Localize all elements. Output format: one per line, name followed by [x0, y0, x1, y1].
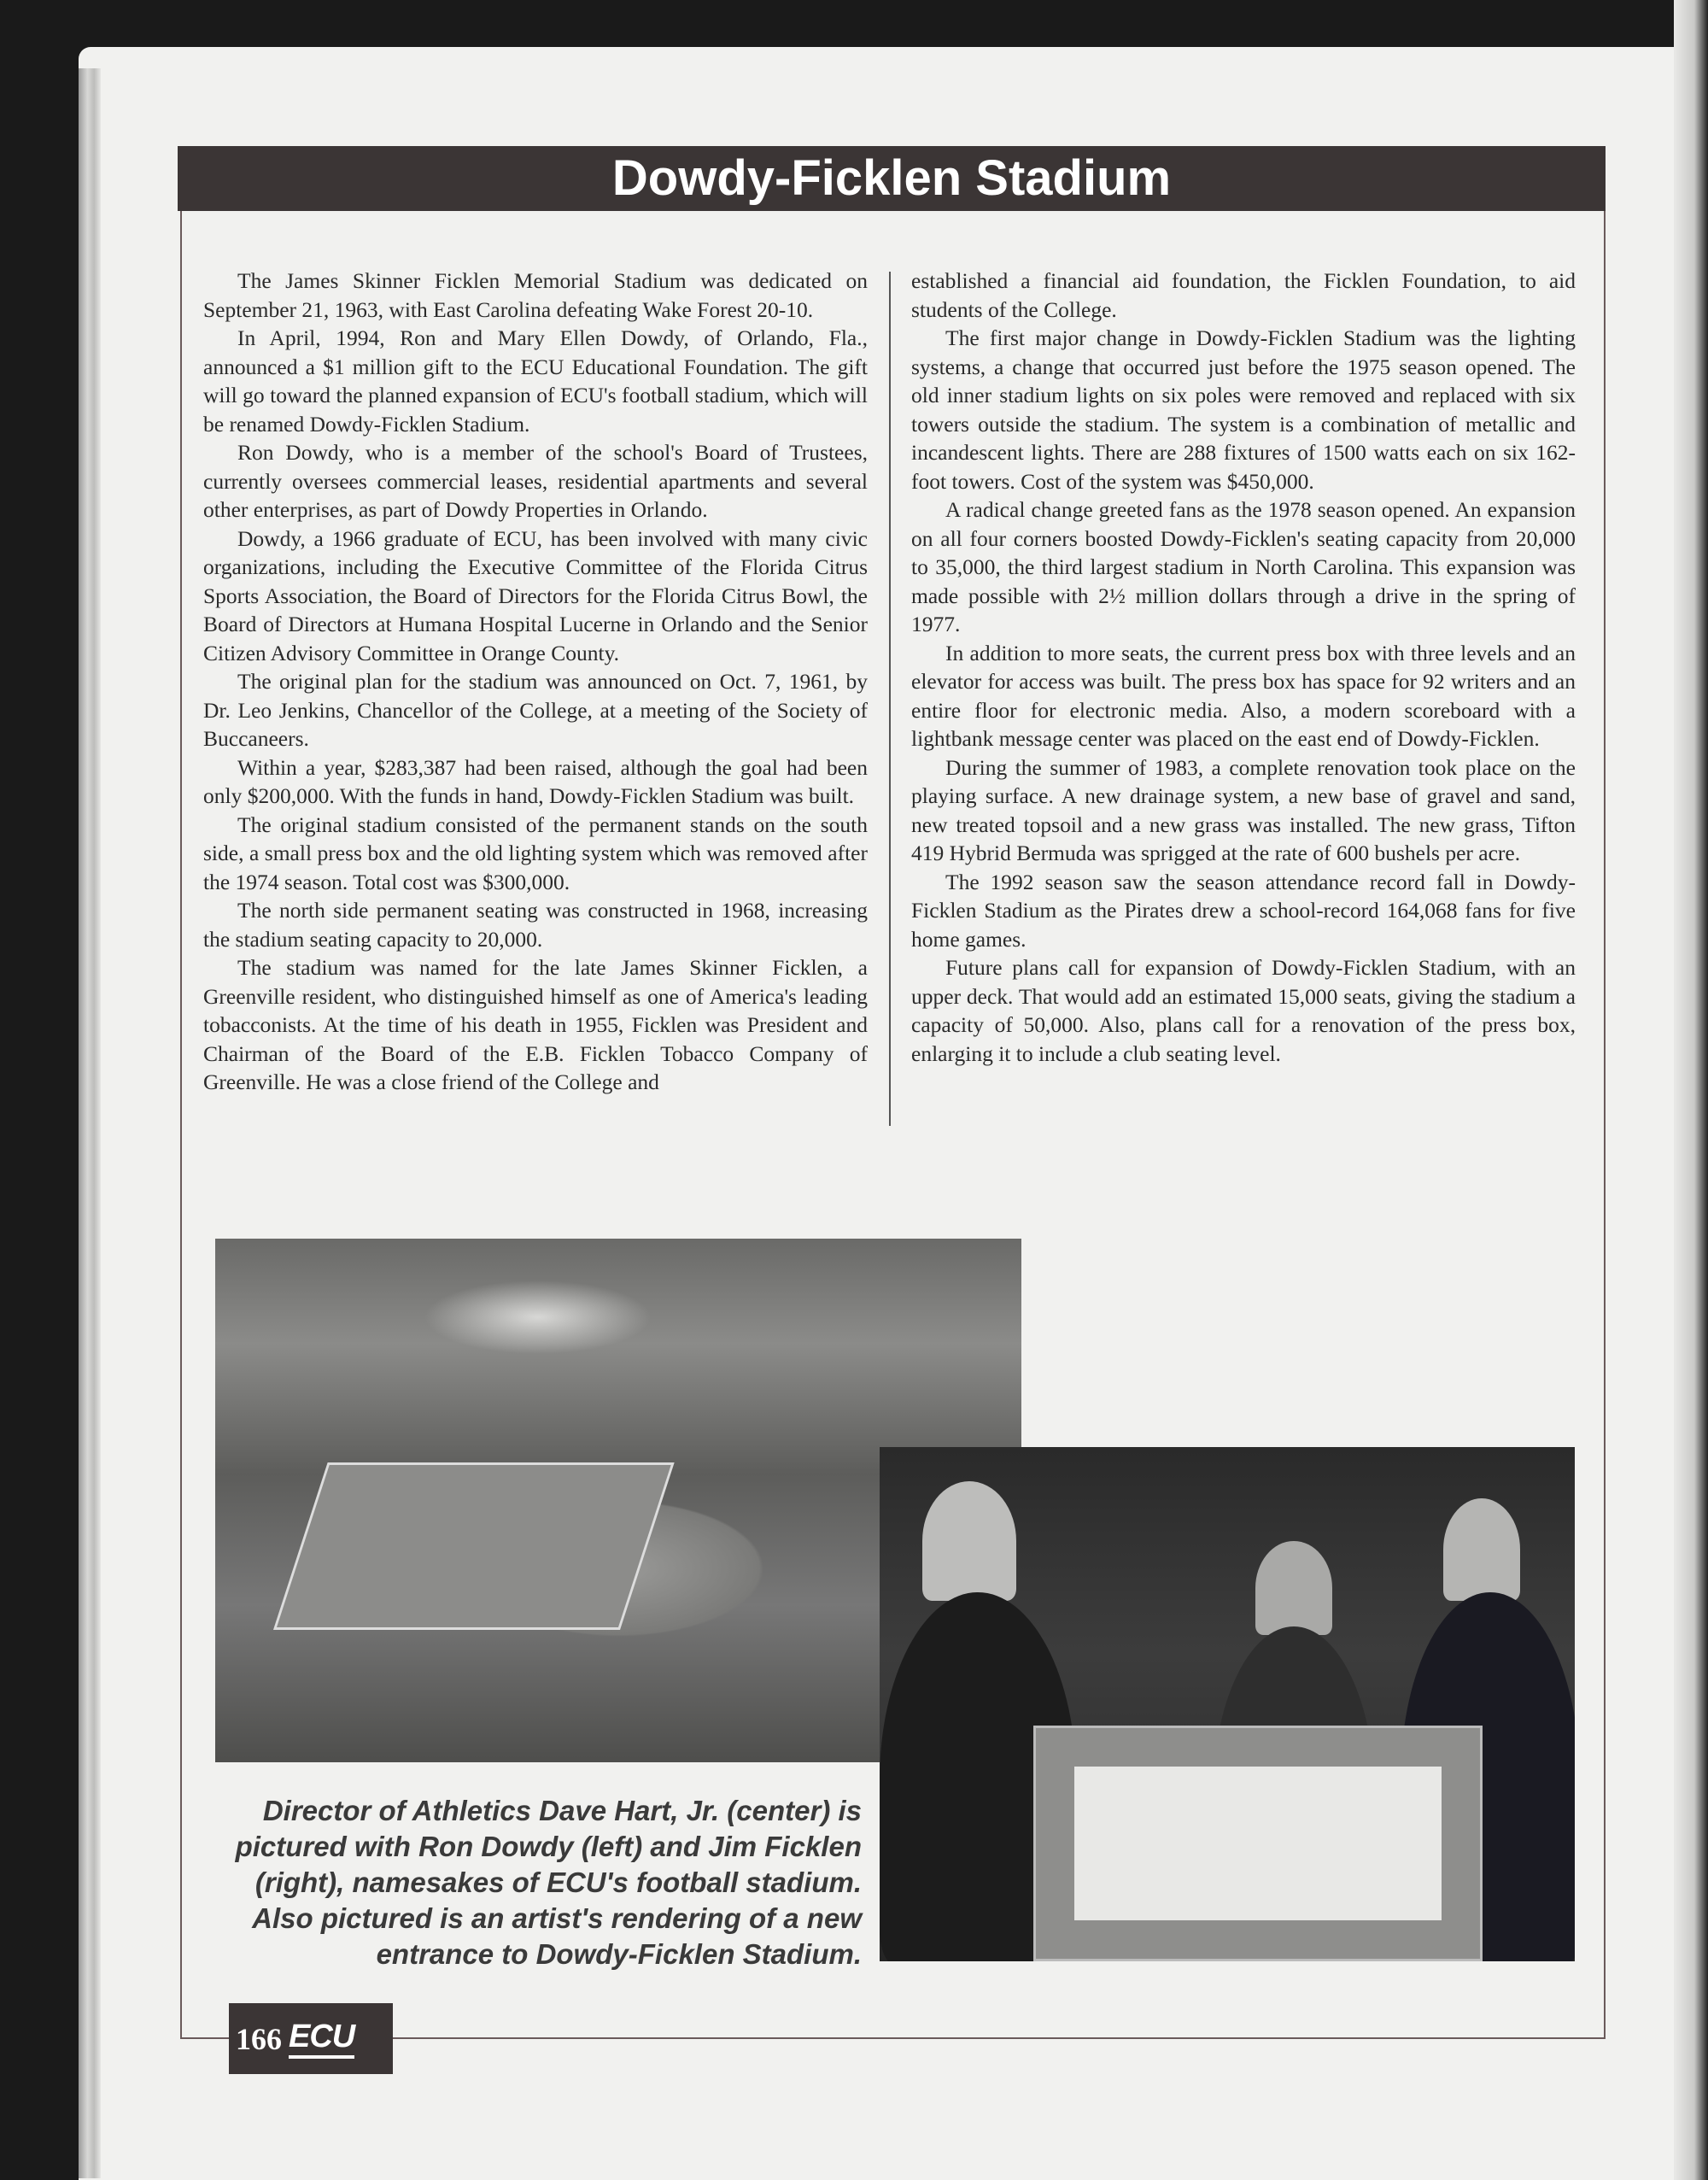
- paragraph: The James Skinner Ficklen Memorial Stadium was dedicated on September 21, 1963, with East Carolina defeating Wake Forest 20-10.: [203, 268, 868, 322]
- paragraph: Dowdy, a 1966 graduate of ECU, has been involved with many civic organizations, including the Executive Committee of the Florida Citrus Sports Association, the Board of Directors for the Florida Citrus Bowl, the Board of Directors at Humana Hospital Lucerne in Orlando and the Senior Citizen Advisory Committee in Orange County.: [203, 525, 868, 665]
- page-title: Dowdy-Ficklen Stadium: [178, 146, 1606, 211]
- paragraph: Within a year, $283,387 had been raised, although the goal had been only $200,000. With the funds in hand, Dowdy-Ficklen Stadium was built.: [203, 754, 868, 808]
- artist-rendering: [1033, 1726, 1483, 1961]
- ecu-logo: ECU: [289, 2019, 354, 2059]
- paragraph: The first major change in Dowdy-Ficklen Stadium was the lighting systems, a change that occurred just before the 1975 season opened. The old inner stadium lights on six poles were removed and replaced with six towers outside the stadium. The system is a combination of metallic and incandescent lights. There are 288 fixtures of 1500 watts each on six 162-foot towers. Cost of the system was $450,000.: [911, 325, 1576, 494]
- paragraph: During the summer of 1983, a complete renovation took place on the playing surface. A new drainage system, a new base of gravel and sand, new treated topsoil and a new grass was installed. The new grass, Tifton 419 Hybrid Bermuda was sprigged at the rate of 600 bushels per acre.: [911, 754, 1576, 865]
- paragraph: The original stadium consisted of the permanent stands on the south side, a small press box and the old lighting system which was removed after the 1974 season. Total cost was $300,000.: [203, 812, 868, 894]
- paragraph: In addition to more seats, the current press box with three levels and an elevator for access was built. The press box has space for 92 writers and an entire floor for electronic media. Also, a modern scoreboard with a lightbank message center was placed on the east end of Dowdy-Ficklen.: [911, 640, 1576, 751]
- paragraph: The stadium was named for the late James Skinner Ficklen, a Greenville resident, who distinguished himself as one of America's leading tobacconists. At the time of his death in 1955, Ficklen was President and Chairman of the Board of the E.B. Ficklen Tobacco Company of Greenville. He was a close friend of the College and: [203, 955, 868, 1094]
- paragraph: In April, 1994, Ron and Mary Ellen Dowdy, of Orlando, Fla., announced a $1 million gift to the ECU Educational Foundation. The gift will go toward the planned expansion of ECU's football stadium, which will be renamed Dowdy-Ficklen Stadium.: [203, 325, 868, 437]
- paragraph: The north side permanent seating was constructed in 1968, increasing the stadium seating capacity to 20,000.: [203, 898, 868, 952]
- paragraph: Ron Dowdy, who is a member of the school's Board of Trustees, currently oversees commercial leases, residential apartments and several other enterprises, as part of Dowdy Properties in Orlando.: [203, 440, 868, 522]
- photo-caption: Director of Athletics Dave Hart, Jr. (center) is pictured with Ron Dowdy (left) and Jim Ficklen (right), namesakes of ECU's football stadium. Also pictured is an artist's rendering of a new entrance to Dowdy-Ficklen Stadium.: [235, 1795, 862, 1970]
- paragraph: Future plans call for expansion of Dowdy-Ficklen Stadium, with an upper deck. That would add an estimated 15,000 seats, giving the stadium a capacity of 50,000. Also, plans call for a renovation of the press box, enlarging it to include a club seating level.: [911, 955, 1576, 1066]
- book-spine: [1674, 0, 1708, 2180]
- right-column: [911, 267, 1576, 1068]
- column-divider: [889, 272, 891, 1126]
- page-number: 166: [236, 2021, 282, 2056]
- paragraph: A radical change greeted fans as the 1978 season opened. An expansion on all four corners boosted Dowdy-Ficklen's seating capacity from 20,000 to 35,000, the third largest stadium in North Carolina. This expansion was made possible with 2½ million dollars through a drive in the spring of 1977.: [911, 497, 1576, 636]
- paragraph: The original plan for the stadium was announced on Oct. 7, 1961, by Dr. Leo Jenkins, Chancellor of the College, at a meeting of the Society of Buccaneers.: [203, 669, 868, 751]
- left-column: [203, 267, 868, 1097]
- paragraph: The 1992 season saw the season attendance record fall in Dowdy-Ficklen Stadium as the Pirates drew a school-record 164,068 fans for five home games.: [911, 869, 1576, 952]
- football-field: [273, 1462, 675, 1630]
- page-footer: [229, 2003, 393, 2074]
- paragraph: established a financial aid foundation, the Ficklen Foundation, to aid students of the College.: [911, 268, 1576, 322]
- page-edge: [79, 68, 101, 2178]
